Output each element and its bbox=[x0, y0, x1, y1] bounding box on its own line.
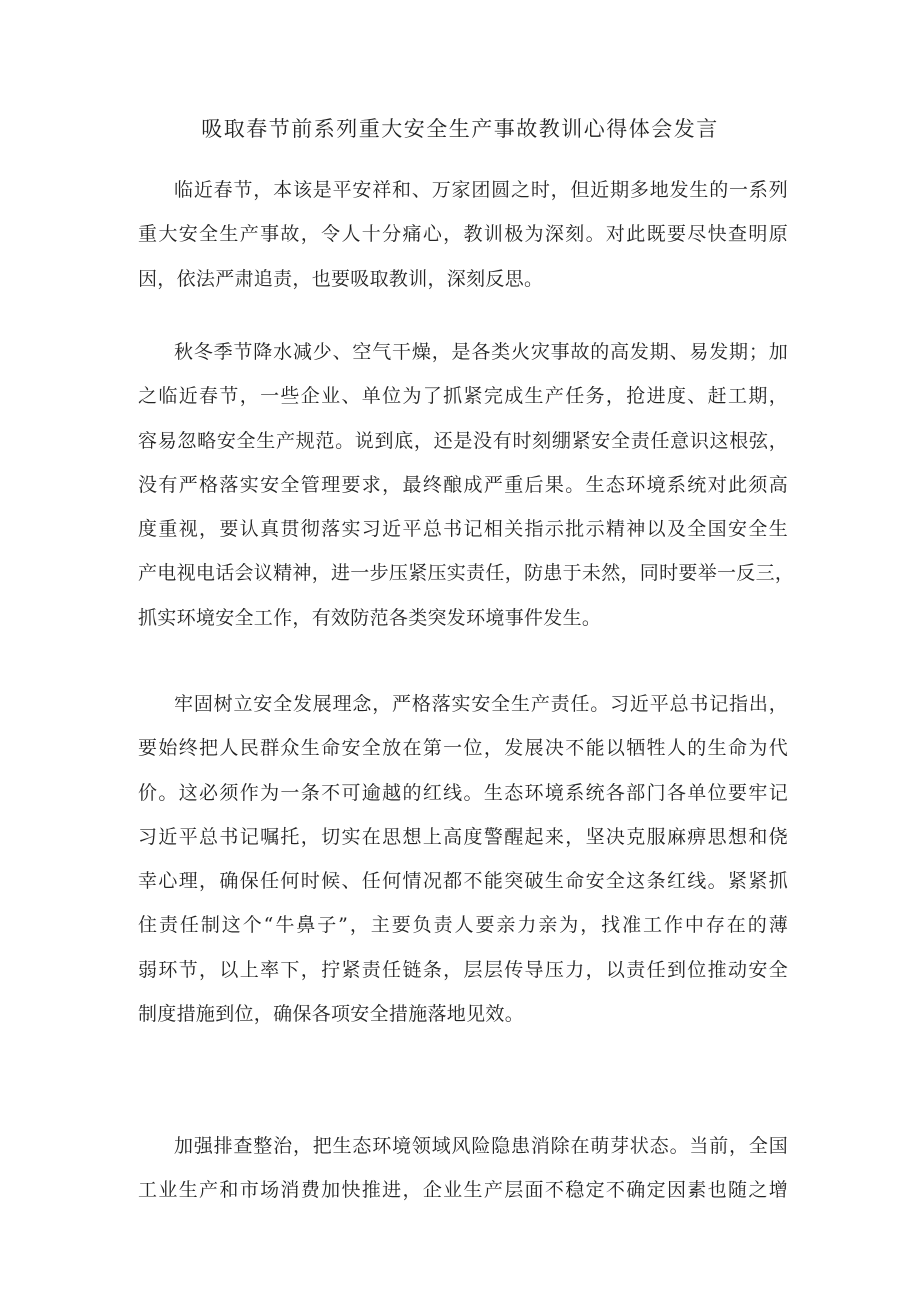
paragraph-line: 没有严格落实安全管理要求，最终酿成严重后果。生态环境系统对此须高 bbox=[138, 473, 788, 496]
document-title: 吸取春节前系列重大安全生产事故教训心得体会发言 bbox=[201, 117, 719, 141]
paragraph-line: 制度措施到位，确保各项安全措施落地见效。 bbox=[138, 1003, 525, 1026]
paragraph-line: 价。这必须作为一条不可逾越的红线。生态环境系统各部门各单位要牢记 bbox=[138, 781, 788, 804]
paragraph-3 bbox=[138, 682, 788, 1036]
paragraph-line: 临近春节，本该是平安祥和、万家团圆之时，但近期多地发生的一系列 bbox=[174, 179, 788, 201]
paragraph-line: 产电视电话会议精神，进一步压紧压实责任，防患于未然，同时要举一反三， bbox=[138, 562, 795, 585]
paragraph-line: 容易忽略安全生产规范。说到底，还是没有时刻绷紧安全责任意识这根弦， bbox=[138, 429, 788, 452]
paragraph-line: 要始终把人民群众生命安全放在第一位，发展决不能以牺牲人的生命为代 bbox=[138, 737, 788, 760]
paragraph-line: 因，依法严肃追责，也要吸取教训，深刻反思。 bbox=[138, 267, 544, 290]
paragraph-2 bbox=[138, 330, 795, 640]
paragraph-line: 之临近春节，一些企业、单位为了抓紧完成生产任务，抢进度、赶工期， bbox=[138, 385, 788, 408]
paragraph-line: 弱环节，以上率下，拧紧责任链条，层层传导压力，以责任到位推动安全 bbox=[138, 958, 788, 981]
paragraph-line: 工业生产和市场消费加快推进，企业生产层面不稳定不确定因素也随之增 bbox=[138, 1179, 788, 1202]
paragraph-line: 抓实环境安全工作，有效防范各类突发环境事件发生。 bbox=[138, 606, 602, 629]
paragraph-line: 习近平总书记嘱托，切实在思想上高度警醒起来，坚决克服麻痹思想和侥 bbox=[138, 825, 788, 848]
paragraph-line: 秋冬季节降水减少、空气干燥，是各类火灾事故的高发期、易发期；加 bbox=[174, 341, 788, 363]
paragraph-1 bbox=[138, 168, 788, 301]
paragraph-line: 牢固树立安全发展理念，严格落实安全生产责任。习近平总书记指出， bbox=[174, 693, 788, 715]
paragraph-line: 加强排查整治，把生态环境领域风险隐患消除在萌芽状态。当前，全国 bbox=[174, 1135, 788, 1157]
paragraph-line: 度重视，要认真贯彻落实习近平总书记相关指示批示精神以及全国安全生 bbox=[138, 518, 788, 541]
paragraph-line: 住责任制这个“牛鼻子”，主要负责人要亲力亲为，找准工作中存在的薄 bbox=[138, 914, 788, 937]
paragraph-line: 重大安全生产事故，令人十分痛心，教训极为深刻。对此既要尽快查明原 bbox=[138, 223, 788, 246]
paragraph-line: 幸心理，确保任何时候、任何情况都不能突破生命安全这条红线。紧紧抓 bbox=[138, 870, 788, 893]
paragraph-4 bbox=[138, 1124, 788, 1213]
